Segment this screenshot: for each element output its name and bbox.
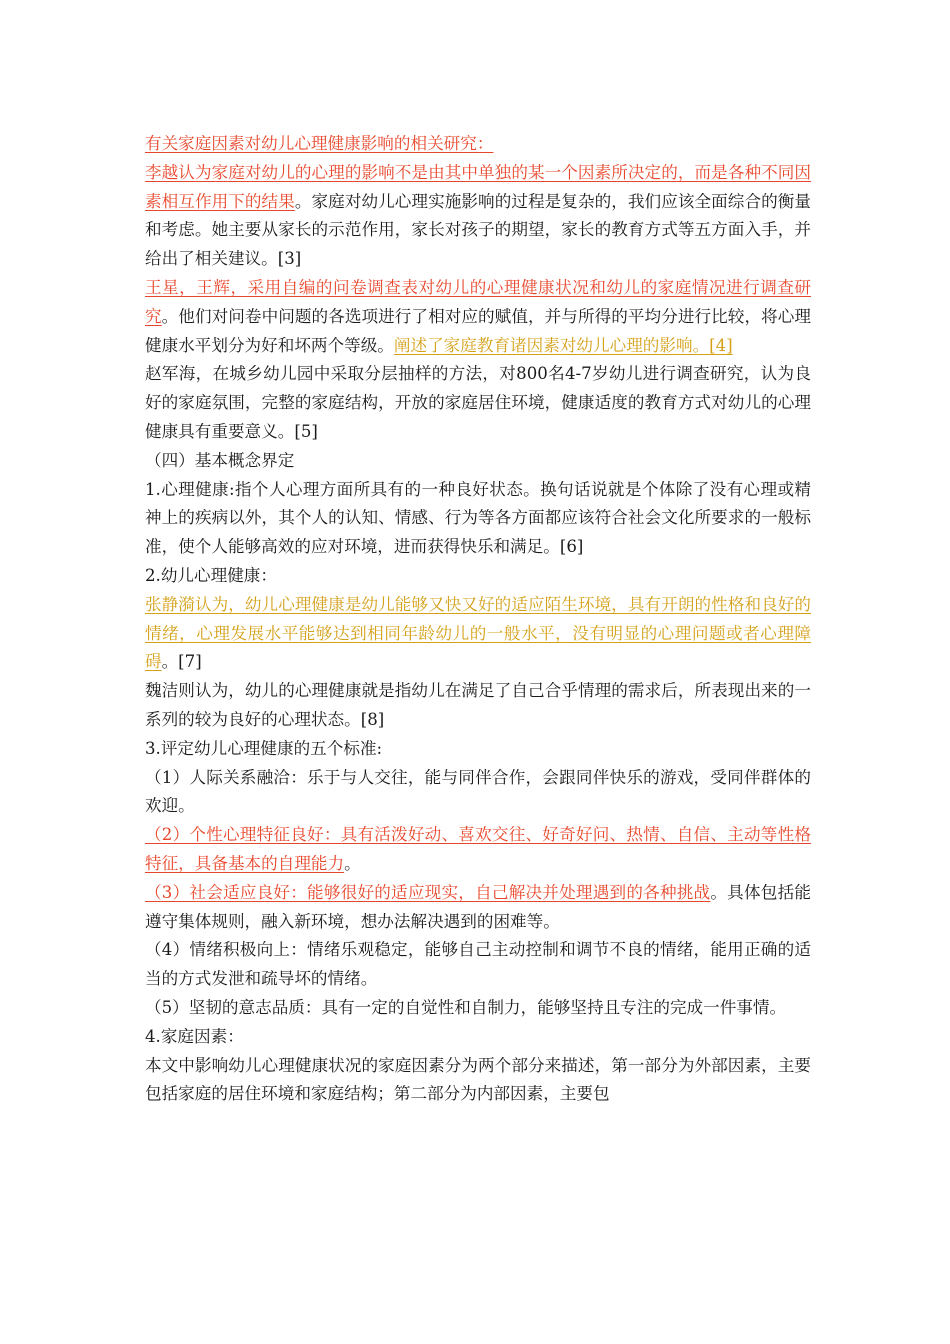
paragraph-wei-jie: 魏洁则认为，幼儿的心理健康就是指幼儿在满足了自己合乎情理的需求后，所表现出来的一系列的较为良好的心理状态。[8] [145, 681, 811, 729]
document-page [145, 130, 811, 1109]
standard-item-4: （4）情绪积极向上：情绪乐观稳定，能够自己主动控制和调节不良的情绪，能用正确的适当的方式发泄和疏导坏的情绪。 [145, 940, 811, 989]
body-text: 。家庭对幼儿心理实施影响的过程是复杂的，我们应该全面综合的衡量和考虑。她主要从家长的示范作用，家长对孩子的期望，家长的教育方式等五方面入手，并给出了相关建议。[3] [145, 191, 812, 269]
gold-highlight-text: 张静漪认为，幼儿心理健康是幼儿能够又快又好的适应陌生环境，具有开朗的性格和良好的情绪，心理发展水平能够达到相同年龄幼儿的一般水平，没有明显的心理问题或者心理障碍 [145, 594, 811, 672]
standard-item-2 [145, 821, 811, 879]
paragraph-li-yue [145, 159, 811, 274]
standard-item-3 [145, 879, 811, 937]
standard-item-1: （1）人际关系融洽：乐于与人交往，能与同伴合作，会跟同伴快乐的游戏，受同伴群体的欢迎。 [145, 767, 811, 816]
body-text: 。 [344, 853, 361, 873]
paragraph-zhang-jingyi [145, 591, 811, 677]
definition-family-factors-title: 4.家庭因素： [145, 1026, 244, 1046]
gold-highlight-text: 阐述了家庭教育诸因素对幼儿心理的影响。[4] [393, 335, 733, 355]
body-text: 。[7] [161, 652, 202, 672]
heading-highlight: 有关家庭因素对幼儿心理健康影响的相关研究： [145, 134, 494, 153]
paragraph-zhao-junhai: 赵军海，在城乡幼儿园中采取分层抽样的方法，对800名4-7岁幼儿进行调查研究，认为良好的家庭氛围，完整的家庭结构，开放的家庭居住环境，健康适度的教育方式对幼儿的心理健康具有重要意义。[5] [145, 364, 811, 441]
definition-standards-title: 3.评定幼儿心理健康的五个标准: [145, 738, 383, 758]
definition-mental-health: 1.心理健康:指个人心理方面所具有的一种良好状态。换句话说就是个体除了没有心理或精神上的疾病以外，其个人的认知、情感、行为等各方面都应该符合社会文化所要求的一般标准，使个人能够高效的应对环境，进而获得快乐和满足。[6] [145, 479, 811, 557]
highlight-text: （2）个性心理特征良好：具有活泼好动、喜欢交往、好奇好问、热情、自信、主动等性格特征，具备基本的自理能力 [145, 825, 811, 873]
section-heading [145, 130, 811, 159]
paragraph-wang-xing [145, 274, 811, 360]
highlight-text: 王星，王辉，采用自编的问卷调查表对幼儿的心理健康状况和幼儿的家庭情况进行调查研究 [145, 277, 811, 326]
body-text: 。具体包括能遵守集体规则，融入新环境，想办法解决遇到的困难等。 [145, 882, 811, 931]
section-title-four: （四）基本概念界定 [145, 450, 295, 470]
highlight-text: 李越认为家庭对幼儿的心理的影响不是由其中单独的某一个因素所决定的，而是各种不同因素相互作用下的结果 [145, 162, 811, 211]
body-text: 。他们对问卷中问题的各选项进行了相对应的赋值，并与所得的平均分进行比较，将心理健康水平划分为好和坏两个等级。 [145, 306, 812, 355]
standard-item-5: （5）坚韧的意志品质：具有一定的自觉性和自制力，能够坚持且专注的完成一件事情。 [145, 997, 787, 1017]
paragraph-family-factors: 本文中影响幼儿心理健康状况的家庭因素分为两个部分来描述，第一部分为外部因素，主要包括家庭的居住环境和家庭结构；第二部分为内部因素，主要包 [145, 1055, 811, 1104]
highlight-text: （3）社会适应良好：能够很好的适应现实，自己解决并处理遇到的各种挑战 [145, 882, 711, 902]
definition-child-mental-health-title: 2.幼儿心理健康： [145, 565, 277, 585]
